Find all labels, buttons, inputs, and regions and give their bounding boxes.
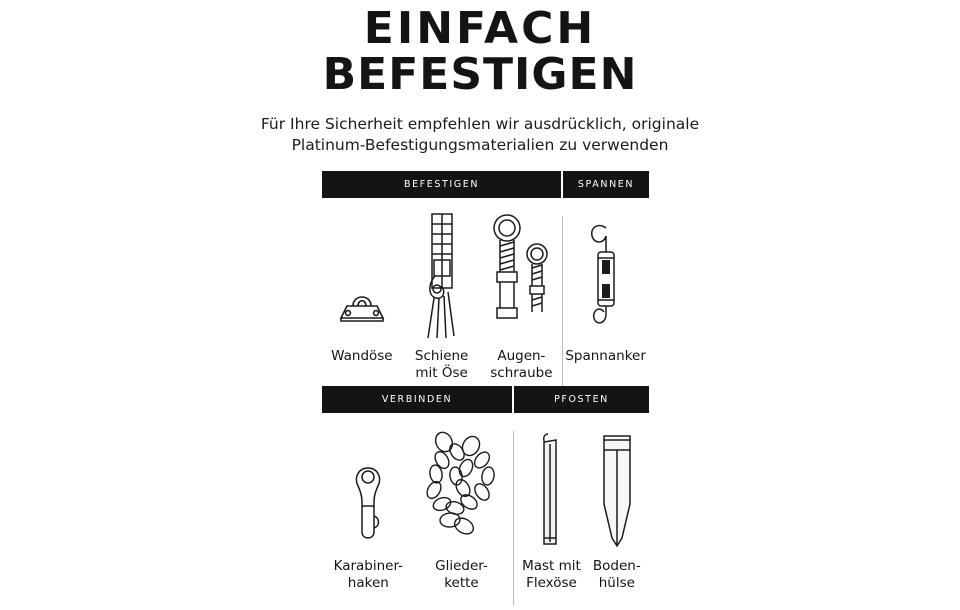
- item-augenschraube: [482, 210, 562, 395]
- section-1-bars: [322, 171, 649, 198]
- section-befestigen-spannen: [322, 171, 649, 395]
- caption-wandoese: [331, 348, 392, 365]
- section-verbinden-pfosten: [322, 386, 649, 610]
- item-gliederkette: [415, 425, 509, 610]
- caption-schiene: [415, 348, 468, 382]
- bar-verbinden: VERBINDEN: [322, 386, 512, 413]
- section-2-bars: [322, 386, 649, 413]
- link-chain-icon: [416, 425, 506, 550]
- section-1-items: [322, 210, 649, 395]
- caption-line-1: Wandöse: [331, 348, 393, 364]
- section-1-divider: [562, 216, 563, 391]
- caption-line-1: Boden-: [592, 558, 641, 574]
- section-2-items: [322, 425, 649, 610]
- turnbuckle-icon: [576, 210, 636, 340]
- caption-line-1: Schiene: [414, 348, 469, 364]
- caption-line-2: haken: [347, 575, 389, 591]
- section-2-divider: [513, 431, 514, 606]
- bar-spannen: SPANNEN: [563, 171, 649, 198]
- subtitle-line-1: Für Ihre Sicherheit empfehlen wir ausdrücklich, originale: [260, 115, 700, 133]
- item-mast-mit-flexoese: [518, 425, 584, 610]
- rail-with-eye-icon: [414, 210, 470, 340]
- caption-line-2: hülse: [598, 575, 635, 591]
- caption-line-1: Augen-: [497, 348, 546, 364]
- item-karabinerhaken: [322, 425, 415, 610]
- mast-with-flex-eye-icon: [534, 425, 568, 550]
- caption-augenschraube: [490, 348, 552, 382]
- subtitle: [0, 114, 960, 156]
- item-wandoese: [322, 210, 402, 395]
- caption-line-2: Flexöse: [526, 575, 577, 591]
- caption-line-2: kette: [444, 575, 479, 591]
- subtitle-line-2: Platinum-Befestigungsmaterialien zu verwenden: [291, 136, 669, 154]
- caption-line-2: schraube: [490, 365, 553, 381]
- caption-line-1: Glieder-: [435, 558, 488, 574]
- item-schiene-mit-oese: [402, 210, 482, 395]
- infographic-page: [0, 3, 960, 593]
- caption-line-2: mit Öse: [415, 365, 468, 381]
- carabiner-hook-icon: [344, 425, 392, 550]
- title-line-2: BEFESTIGEN: [322, 49, 638, 100]
- eye-bolt-icon: [485, 210, 557, 340]
- caption-line-1: Mast mit: [522, 558, 581, 574]
- caption-line-1: Karabiner-: [333, 558, 404, 574]
- page-title: [0, 3, 960, 100]
- ground-sleeve-icon: [596, 425, 638, 550]
- bar-befestigen: BEFESTIGEN: [322, 171, 561, 198]
- bar-pfosten: PFOSTEN: [514, 386, 649, 413]
- item-bodenhuelse: [585, 425, 649, 610]
- wall-eye-plate-icon: [327, 210, 397, 340]
- caption-line-1: Spannanker: [565, 348, 646, 364]
- title-line-1: EINFACH: [363, 3, 597, 54]
- caption-spannanker: [565, 348, 646, 365]
- item-spannanker: [562, 210, 649, 395]
